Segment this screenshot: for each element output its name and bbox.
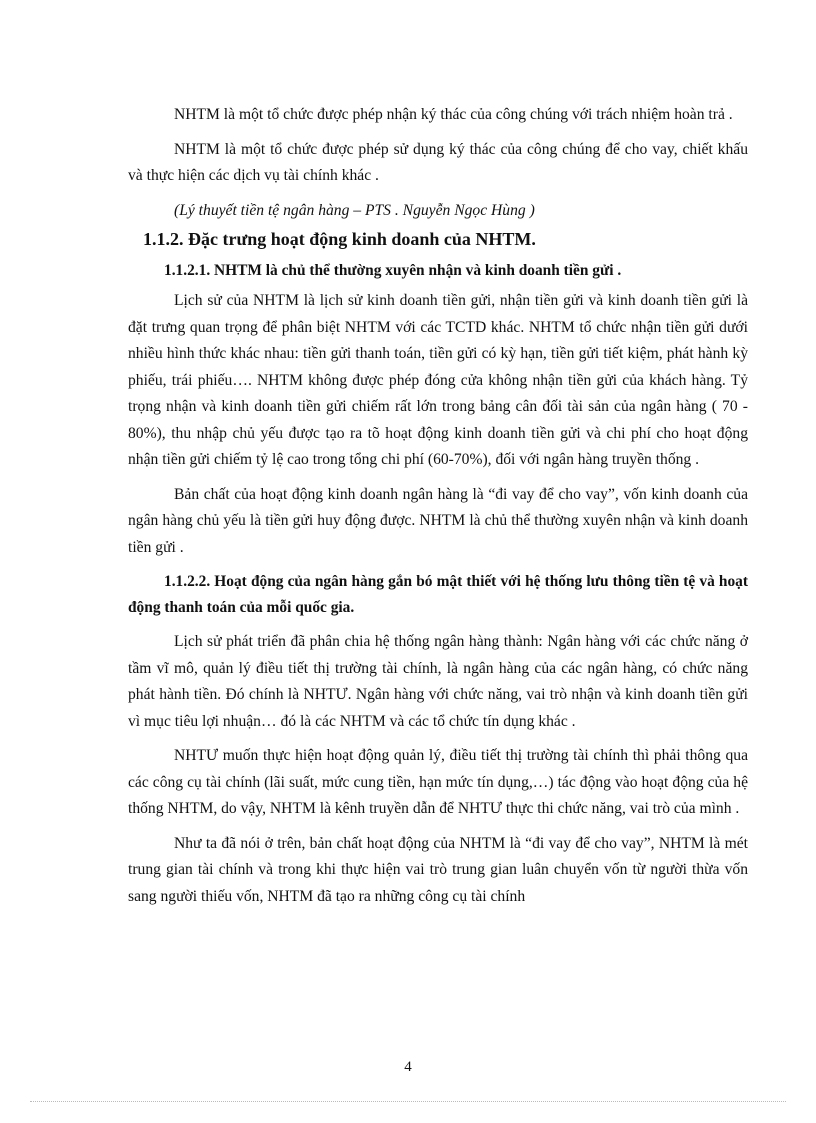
paragraph-history-deposits: Lịch sử của NHTM là lịch sử kinh doanh tiền gửi, nhận tiền gửi và kinh doanh tiền gửi là đặt trưng quan trọng để phân biệt NHTM với các TCTD khác. NHTM tổ chức nhận tiền gửi dưới nhiều hình thức khác nhau: tiền gửi thanh toán, tiền gửi có kỳ hạn, tiền gửi tiết kiệm, phát hành kỳ phiếu, trái phiếu…. NHTM không được phép đóng cửa không nhận tiền gửi của khách hàng. Tỷ trọng nhận và kinh doanh tiền gửi chiếm rất lớn trong bảng cân đối tài sản của ngân hàng ( 70 - 80%), thu nhập chủ yếu được tạo ra tõ hoạt động kinh doanh tiền gửi và chi phí cho hoạt động nhận tiền gửi chiếm tỷ lệ cao trong tổng chi phí (60-70%), đối với ngân hàng truyền thống . [128,292,748,468]
section-heading-1-1-2: 1.1.2. Đặc trưng hoạt động kinh doanh của NHTM. [143,229,536,249]
paragraph-definition-2: NHTM là một tổ chức được phép sử dụng ký thác của công chúng để cho vay, chiết khấu và thực hiện các dịch vụ tài chính khác . [128,140,748,184]
paragraph-central-bank: NHTƯ muốn thực hiện hoạt động quản lý, điều tiết thị trường tài chính thì phải thông qua các công cụ tài chính (lãi suất, mức cung tiền, hạn mức tín dụng,…) tác động vào hoạt động của hệ thống NHTM, do vậy, NHTM là kênh truyền dẫn để NHTƯ thực thi chức năng, vai trò của mình . [128,747,748,817]
paragraph-banking-system: Lịch sử phát triển đã phân chia hệ thống ngân hàng thành: Ngân hàng với các chức năng ở tầm vĩ mô, quản lý điều tiết thị trường tài chính, là ngân hàng của các ngân hàng, có chức năng phát hành tiền. Đó chính là NHTƯ. Ngân hàng với chức năng, vai trò nhận và kinh doanh tiền gửi vì mục tiêu lợi nhuận… đó là các NHTM và các tổ chức tín dụng khác . [128,633,748,730]
subsection-heading-1-1-2-1: 1.1.2.1. NHTM là chủ thể thường xuyên nhận và kinh doanh tiền gửi . [164,262,622,279]
page-body [128,102,748,918]
paragraph-definition-1: NHTM là một tổ chức được phép nhận ký thác của công chúng với trách nhiệm hoàn trả . [174,106,733,123]
footer-divider [30,1101,786,1102]
paragraph-nature-business: Bản chất của hoạt động kinh doanh ngân hàng là “đi vay để cho vay”, vốn kinh doanh của ngân hàng chủ yếu là tiền gửi huy động được. NHTM là chủ thể thường xuyên nhận và kinh doanh tiền gửi . [128,485,748,556]
citation: (Lý thuyết tiền tệ ngân hàng – PTS . Nguyễn Ngọc Hùng ) [174,201,535,219]
paragraph-intermediary: Như ta đã nói ở trên, bản chất hoạt động của NHTM là “đi vay để cho vay”, NHTM là mét trung gian tài chính và trong khi thực hiện vai trò trung gian luân chuyển vốn từ người thừa vốn sang người thiếu vốn, NHTM đã tạo ra những công cụ tài chính [128,834,748,905]
subsection-heading-1-1-2-2: 1.1.2.2. Hoạt động của ngân hàng gắn bó mật thiết với hệ thống lưu thông tiền tệ và hoạt động thanh toán của mỗi quốc gia. [128,573,748,616]
page-number: 4 [404,1059,412,1075]
